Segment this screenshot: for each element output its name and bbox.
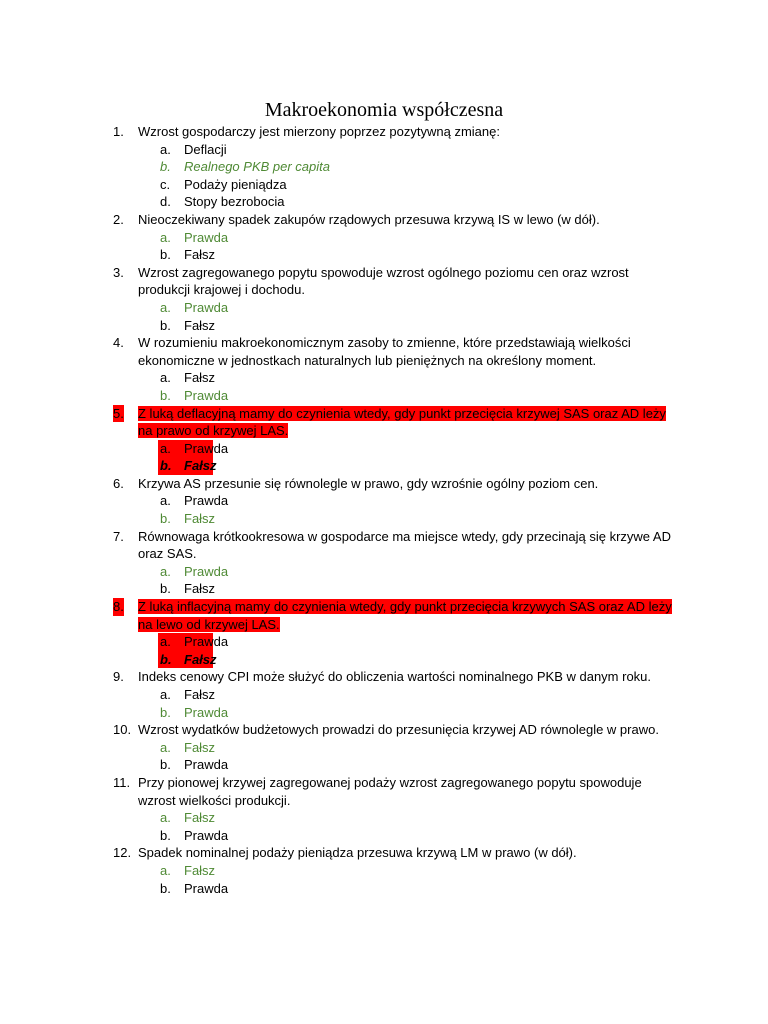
answer-option [0, 651, 768, 669]
question-text [0, 405, 678, 440]
document-title: Makroekonomia współczesna [264, 99, 504, 121]
answer-option [0, 158, 768, 176]
option-text: Prawda [184, 299, 229, 315]
question-number: 8. [113, 599, 124, 615]
option-letter: d. [160, 194, 171, 210]
option-letter: b. [160, 827, 171, 843]
option-text: Stopy bezrobocia [184, 194, 285, 210]
answer-option [0, 739, 768, 757]
question-item [0, 264, 768, 334]
option-text: Fałsz [184, 862, 216, 878]
option-letter: c. [160, 176, 171, 192]
answer-option [0, 457, 768, 475]
question-text [0, 211, 678, 229]
answer-option [0, 193, 768, 211]
answer-option [0, 827, 768, 845]
option-letter: b. [160, 458, 172, 474]
question-item [0, 774, 768, 844]
answer-option [0, 299, 768, 317]
option-text: Fałsz [184, 651, 217, 667]
question-number: 11. [113, 774, 131, 790]
question-text [0, 774, 678, 809]
question-number: 10. [113, 722, 132, 738]
question-number: 2. [113, 211, 124, 227]
question-item [0, 668, 768, 721]
question-number: 7. [113, 528, 124, 544]
answer-option [0, 369, 768, 387]
option-letter: a. [160, 862, 171, 878]
question-number: 5. [113, 405, 124, 421]
option-text: Fałsz [184, 458, 217, 474]
question-item [0, 528, 768, 598]
answer-option [0, 880, 768, 898]
question-item [0, 405, 768, 475]
option-text: Prawda [184, 387, 229, 403]
answer-option [0, 756, 768, 774]
option-letter: a. [160, 563, 171, 579]
option-text: Fałsz [184, 247, 216, 263]
question-label: Spadek nominalnej podaży pieniądza przesuwa krzywą LM w prawo (w dół). [138, 845, 577, 861]
option-letter: b. [160, 159, 171, 175]
question-label: Z luką inflacyjną mamy do czynienia wtedy, gdy punkt przecięcia krzywych SAS oraz AD leży na lewo od krzywej LAS. [138, 599, 672, 632]
option-letter: a. [160, 687, 171, 702]
option-letter: a. [160, 299, 171, 315]
question-label: Wzrost gospodarczy jest mierzony poprzez pozytywną zmianę: [138, 124, 500, 139]
answer-option [0, 387, 768, 405]
answer-option [0, 141, 768, 159]
question-number: 4. [113, 335, 124, 351]
answer-option [0, 563, 768, 581]
question-label: Nieoczekiwany spadek zakupów rządowych przesuwa krzywą IS w lewo (w dół). [138, 211, 600, 227]
question-item [0, 211, 768, 264]
answer-option [0, 492, 768, 510]
option-letter: a. [160, 141, 171, 157]
question-text [0, 528, 678, 563]
question-label: Przy pionowej krzywej zagregowanej podaży wzrost zagregowanego popytu spowoduje wzrost wielkości produkcji. [138, 774, 642, 808]
option-letter: a. [160, 634, 171, 650]
option-letter: b. [160, 387, 171, 403]
option-text: Prawda [184, 827, 229, 843]
option-text: Prawda [184, 757, 229, 773]
option-letter: a. [160, 739, 171, 755]
answer-option [0, 440, 768, 458]
answer-option [0, 176, 768, 194]
option-text: Fałsz [184, 317, 216, 333]
option-letter: a. [160, 370, 171, 386]
question-label: Krzywa AS przesunie się równolegle w prawo, gdy wzrośnie ogólny poziom cen. [138, 475, 599, 491]
option-letter: a. [160, 493, 171, 509]
option-text: Prawda [184, 704, 229, 720]
option-letter: b. [160, 880, 171, 896]
question-text [0, 844, 678, 862]
question-item [0, 475, 768, 528]
answer-option [0, 246, 768, 264]
option-letter: a. [160, 810, 171, 826]
option-letter: a. [160, 229, 171, 245]
option-text: Prawda [184, 440, 229, 456]
question-text [0, 598, 678, 633]
answer-option [0, 580, 768, 598]
question-item [0, 598, 768, 668]
option-letter: b. [160, 247, 171, 263]
question-number: 12. [113, 845, 132, 861]
option-text: Prawda [184, 880, 229, 896]
option-text: Fałsz [184, 511, 216, 527]
option-letter: a. [160, 440, 171, 456]
question-item [0, 123, 768, 211]
option-text: Podaży pieniądza [184, 176, 287, 192]
option-text: Fałsz [184, 739, 216, 755]
option-letter: b. [160, 651, 172, 667]
question-text [0, 123, 678, 141]
option-letter: b. [160, 704, 171, 720]
question-item [0, 844, 768, 897]
option-letter: b. [160, 511, 171, 527]
option-letter: b. [160, 317, 171, 333]
question-text [0, 721, 678, 739]
option-text: Prawda [184, 634, 229, 650]
question-text [0, 668, 678, 686]
answer-option [0, 510, 768, 528]
question-text [0, 264, 678, 299]
option-text: Fałsz [184, 810, 216, 826]
question-label: Wzrost wydatków budżetowych prowadzi do przesunięcia krzywej AD równolegle w prawo. [138, 722, 659, 738]
answer-option [0, 862, 768, 880]
answer-option [0, 633, 768, 651]
question-item [0, 334, 768, 404]
question-label: Równowaga krótkookresowa w gospodarce ma miejsce wtedy, gdy przecinają się krzywe AD oraz SAS. [138, 528, 671, 562]
option-text: Fałsz [184, 370, 216, 386]
option-text: Prawda [184, 493, 229, 509]
answer-option [0, 317, 768, 335]
answer-option [0, 809, 768, 827]
question-number: 3. [113, 264, 124, 280]
question-number: 1. [113, 124, 124, 139]
option-text: Realnego PKB per capita [184, 159, 330, 175]
question-label: Indeks cenowy CPI może służyć do obliczenia wartości nominalnego PKB w danym roku. [138, 669, 652, 685]
question-text [0, 475, 678, 493]
answer-option [0, 704, 768, 722]
question-item [0, 721, 768, 774]
option-text: Fałsz [184, 581, 216, 597]
question-label: W rozumieniu makroekonomicznym zasoby to zmienne, które przedstawiają wielkości ekonomiczne w jednostkach naturalnych lub pieniężnych na określony moment. [138, 335, 631, 368]
option-text: Fałsz [184, 687, 216, 702]
question-text [0, 334, 678, 369]
answer-option [0, 229, 768, 247]
option-text: Prawda [184, 563, 229, 579]
option-letter: b. [160, 581, 171, 597]
question-number: 6. [113, 475, 124, 491]
question-list [0, 123, 768, 897]
question-label: Wzrost zagregowanego popytu spowoduje wzrost ogólnego poziomu cen oraz wzrost produkcji krajowej i dochodu. [138, 264, 629, 298]
answer-option [0, 686, 768, 704]
option-text: Prawda [184, 229, 229, 245]
option-text: Deflacji [184, 141, 227, 157]
question-label: Z luką deflacyjną mamy do czynienia wtedy, gdy punkt przecięcia krzywej SAS oraz AD leży na prawo od krzywej LAS. [138, 405, 666, 439]
question-number: 9. [113, 669, 124, 685]
option-letter: b. [160, 757, 171, 773]
